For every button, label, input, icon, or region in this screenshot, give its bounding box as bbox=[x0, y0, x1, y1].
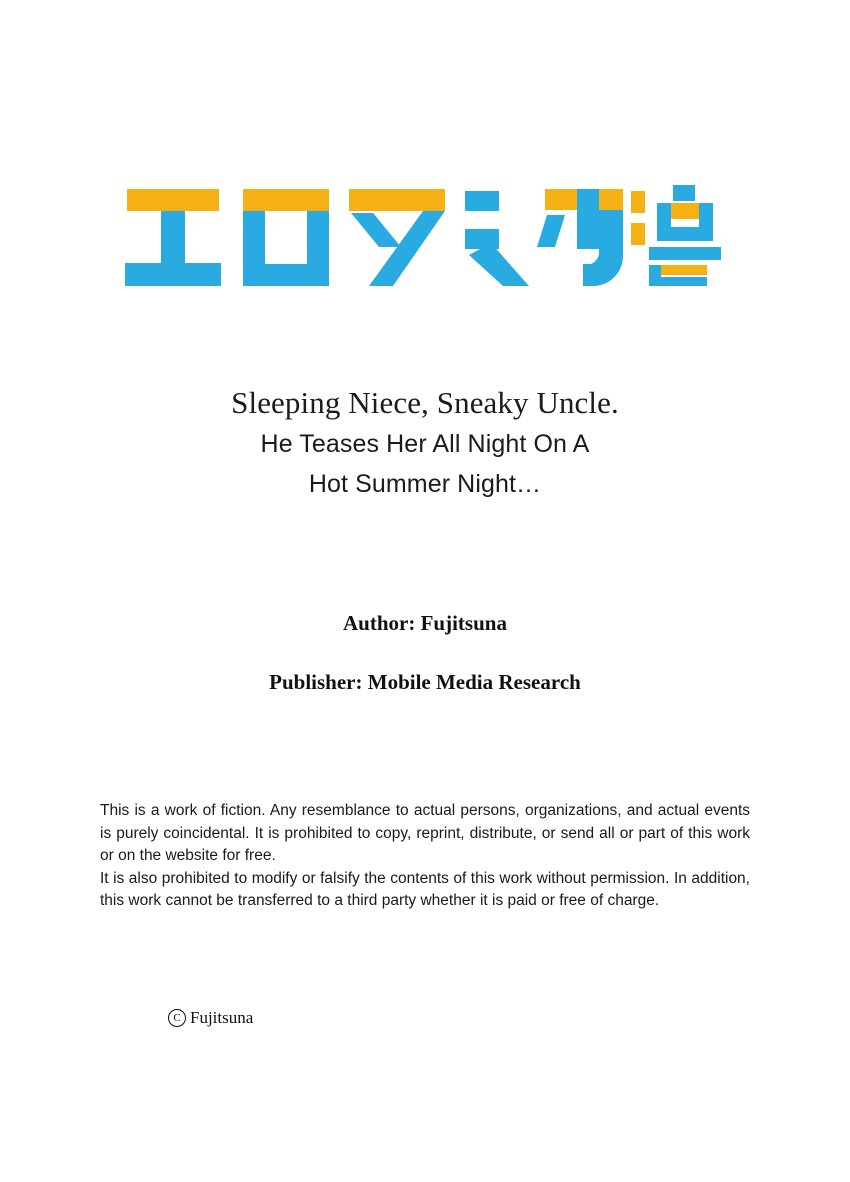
work-title bbox=[0, 382, 850, 504]
eromanga-shima-logo-icon bbox=[125, 185, 725, 295]
author-line: Author: Fujitsuna bbox=[343, 611, 507, 635]
copyright-holder: Fujitsuna bbox=[190, 1008, 254, 1027]
title-line-2: He Teases Her All Night On A bbox=[260, 430, 590, 458]
title-line-3: Hot Summer Night… bbox=[308, 470, 542, 498]
legal-disclaimer bbox=[100, 800, 750, 913]
title-line-1: Sleeping Niece, Sneaky Uncle. bbox=[231, 385, 619, 420]
copyright-icon: C bbox=[168, 1009, 186, 1027]
disclaimer-paragraph-1: This is a work of fiction. Any resemblance to actual persons, organizations, and actual events is purely coincidental. It is prohibited to copy, reprint, distribute, or send all or part of this work or on the website for free. bbox=[100, 802, 750, 864]
copyright-notice bbox=[168, 1008, 253, 1028]
publisher-line: Publisher: Mobile Media Research bbox=[269, 670, 581, 694]
publisher-logo bbox=[0, 185, 850, 295]
disclaimer-paragraph-2: It is also prohibited to modify or falsify the contents of this work without permission. In addition, this work cannot be transferred to a third party whether it is paid or free of charge. bbox=[100, 869, 750, 909]
credits-block bbox=[0, 608, 850, 698]
